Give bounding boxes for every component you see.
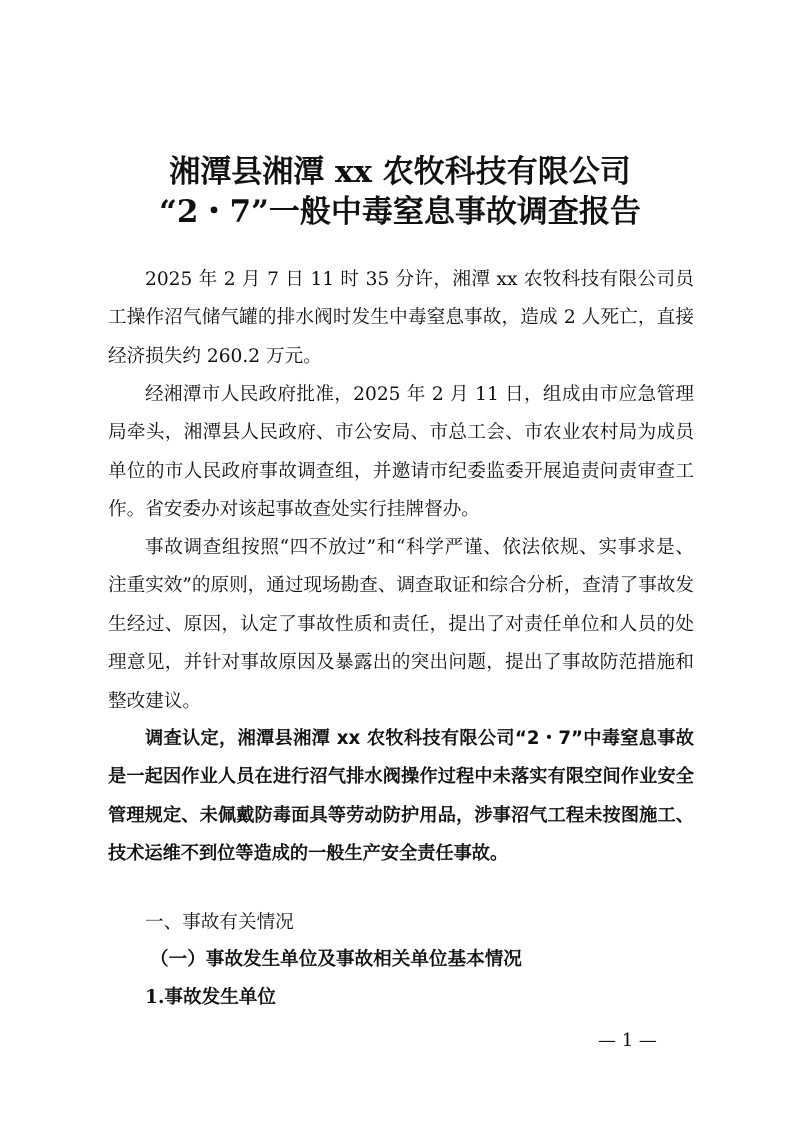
paragraph-investigation-principles: 事故调查组按照“四不放过”和“科学严谨、依法依规、实事求是、注重实效”的原则，通过现场勘查、调查取证和综合分析，查清了事故发生经过、原因，认定了事故性质和责任，提出了对责任单位和人员的处理意见，并针对事故原因及暴露出的突出问题，提出了事故防范措施和整改建议。 (108, 537, 694, 712)
document-title-line-2: “2・7”一般中毒窒息事故调查报告 (159, 194, 641, 230)
subsection-heading: （一）事故发生单位及事故相关单位基本情况 (150, 949, 522, 970)
section-heading: 一、事故有关情况 (145, 912, 294, 933)
page-number: — 1 — (598, 1030, 657, 1051)
document-title-line-1: 湘潭县湘潭 xx 农牧科技有限公司 (169, 154, 631, 190)
paragraph-investigation-team: 经湘潭市人民政府批准，2025 年 2 月 11 日，组成由市应急管理局牵头，湘潭县人民政府、市公安局、市总工会、市农业农村局为成员单位的市人民政府事故调查组，并邀请市纪委监委开展追责问责审查工作。省安委办对该起事故查处实行挂牌督办。 (108, 384, 694, 521)
item-heading: 1.事故发生单位 (145, 987, 276, 1008)
paragraph-accident-summary: 2025 年 2 月 7 日 11 时 35 分许，湘潭 xx 农牧科技有限公司员工操作沼气储气罐的排水阀时发生中毒窒息事故，造成 2 人死亡，直接经济损失约 260.2 万元。 (108, 269, 694, 367)
paragraph-investigation-conclusion: 调查认定，湘潭县湘潭 xx 农牧科技有限公司“2・7”中毒窒息事故是一起因作业人员在进行沼气排水阀操作过程中未落实有限空间作业安全管理规定、未佩戴防毒面具等劳动防护用品，涉事沼气工程未按图施工、技术运维不到位等造成的一般生产安全责任事故。 (108, 728, 694, 865)
